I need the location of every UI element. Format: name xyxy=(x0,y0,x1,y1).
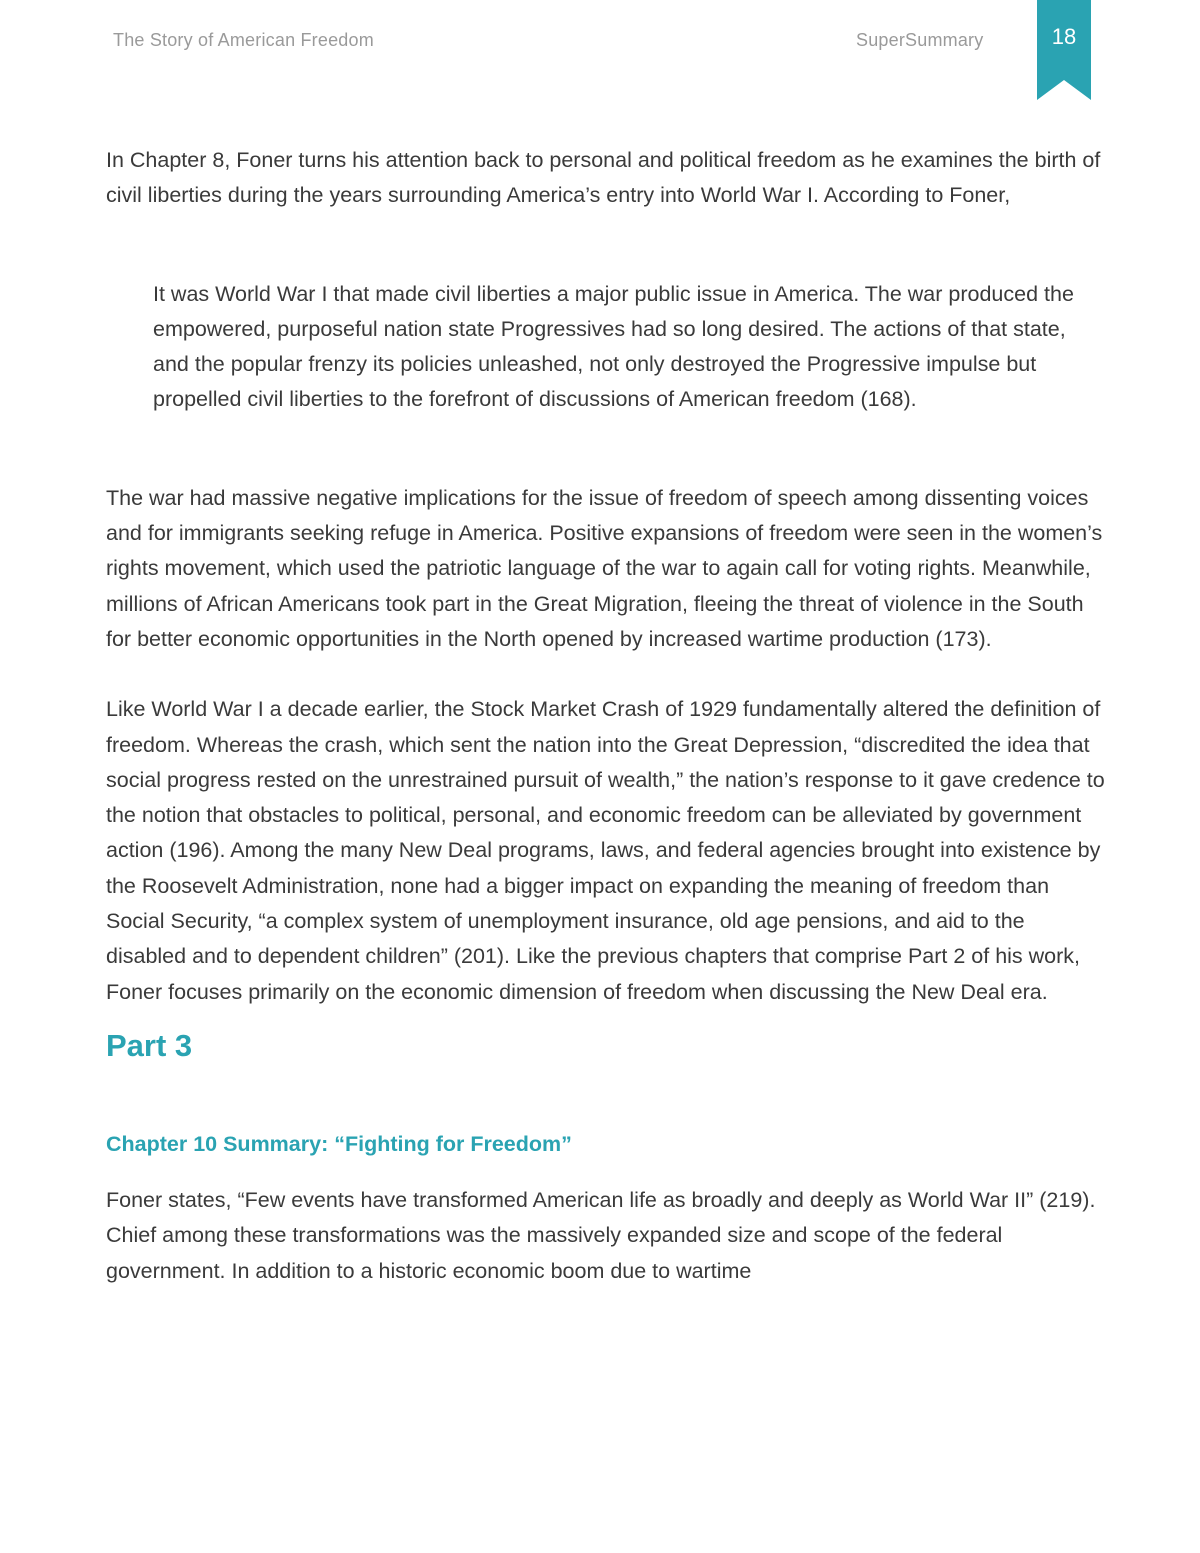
paragraph-stock-market-crash: Like World War I a decade earlier, the Stock Market Crash of 1929 fundamentally altered the definition of freedom. Whereas the crash, which sent the nation into the Great Depression, “discredited the idea that social progress rested on the unrestrained pursuit of wealth,” the nation’s response to it gave credence to the notion that obstacles to political, personal, and economic freedom can be alleviated by government action (196). Among the many New Deal programs, laws, and federal agencies brought into existence by the Roosevelt Administration, none had a bigger impact on expanding the meaning of freedom than Social Security, “a complex system of unemployment insurance, old age pensions, and aid to the disabled and to dependent children” (201). Like the previous chapters that comprise Part 2 of his work, Foner focuses primarily on the economic dimension of freedom when discussing the New Deal era. xyxy=(106,697,1105,1004)
page-number: 18 xyxy=(1051,24,1077,49)
brand-name: SuperSummary xyxy=(856,30,984,50)
block-quote: It was World War I that made civil liberties a major public issue in America. The war produced the empowered, purposeful nation state Progressives had so long desired. The actions of that state, and the popular frenzy its policies unleashed, not only destroyed the Progressive impulse but propelled civil liberties to the forefront of discussions of American freedom (168). xyxy=(153,281,1074,412)
paragraph-wwii: Foner states, “Few events have transformed American life as broadly and deeply as World War II” (219). Chief among these transformations was the massively expanded size and scope of the federal government. In addition to a historic economic boom due to wartime xyxy=(106,1187,1096,1283)
bookmark-ribbon-icon xyxy=(1037,0,1091,100)
part-heading: Part 3 xyxy=(106,1027,193,1063)
page-content xyxy=(106,143,1106,1289)
paragraph-intro: In Chapter 8, Foner turns his attention back to personal and political freedom as he examines the birth of civil liberties during the years surrounding America’s entry into World War I. According to Foner, xyxy=(106,148,1101,208)
paragraph-war-implications: The war had massive negative implications for the issue of freedom of speech among dissenting voices and for immigrants seeking refuge in America. Positive expansions of freedom were seen in the women’s rights movement, which used the patriotic language of the war to again call for voting rights. Meanwhile, millions of African Americans took part in the Great Migration, fleeing the threat of violence in the South for better economic opportunities in the North opened by increased wartime production (173). xyxy=(106,485,1103,651)
book-title: The Story of American Freedom xyxy=(113,30,374,50)
chapter-heading: Chapter 10 Summary: “Fighting for Freedom” xyxy=(106,1131,572,1156)
